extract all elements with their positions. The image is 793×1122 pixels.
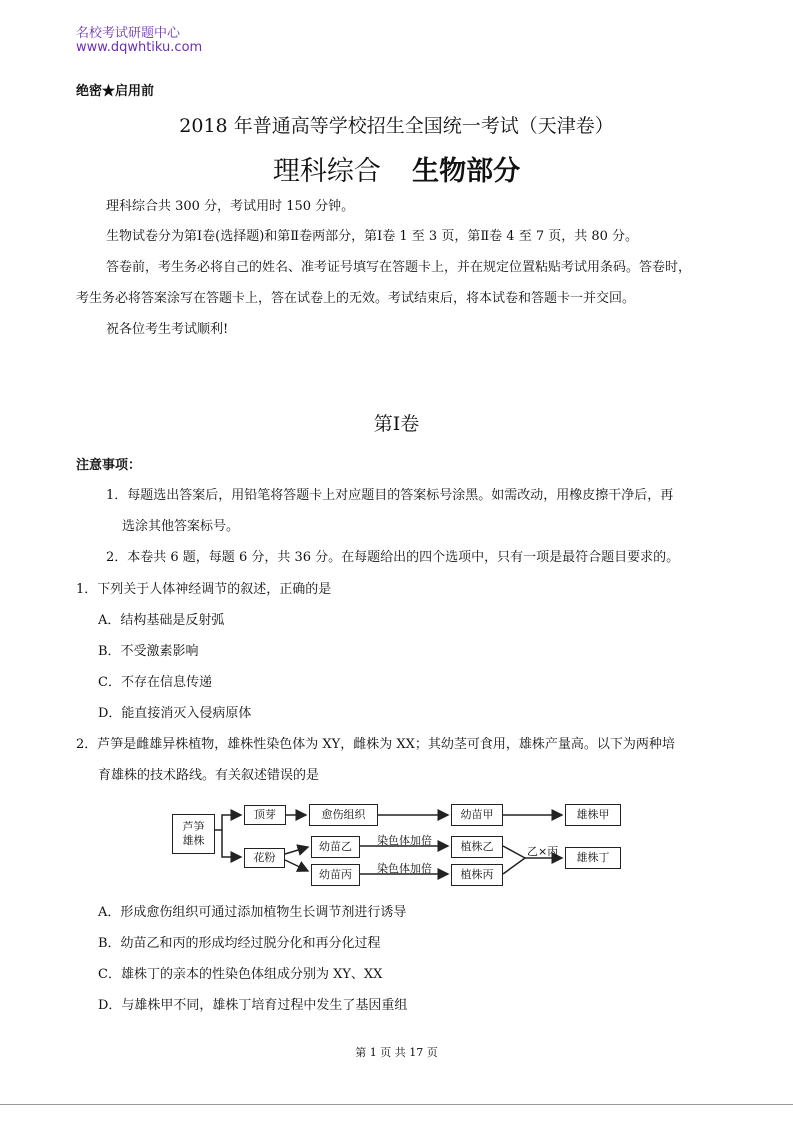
q2-stem-line1: 2．芦笋是雌雄异株植物，雄株性染色体为 XY，雌株为 XX；其幼茎可食用，雄株产量高。以下为两种培	[76, 737, 675, 752]
intro-line: 理科综合共 300 分，考试用时 150 分钟。	[106, 199, 355, 214]
box-plant-bing: 植株丙	[451, 864, 503, 886]
watermark-url: www.dqwhtiku.com	[76, 40, 203, 55]
q2-option-d: D．与雄株甲不同，雄株丁培育过程中发生了基因重组	[98, 998, 408, 1013]
q2-option-c: C．雄株丁的亲本的性染色体组成分别为 XY、XX	[98, 967, 383, 982]
intro-line: 生物试卷分为第Ⅰ卷(选择题)和第Ⅱ卷两部分，第Ⅰ卷 1 至 3 页，第Ⅱ卷 4 至 7 页，共 80 分。	[106, 229, 639, 244]
intro-line: 祝各位考生考试顺利!	[106, 322, 229, 337]
intro-line: 考生务必将答案涂写在答题卡上，答在试卷上的无效。考试结束后，将本试卷和答题卡一并交回。	[76, 291, 636, 306]
notes-heading: 注意事项：	[76, 458, 142, 473]
box-male-ding: 雄株丁	[565, 847, 621, 869]
q1-option-c: C．不存在信息传递	[98, 675, 212, 690]
arrow-pollen-to-seedling-yi	[285, 847, 308, 854]
q1-option-a: A．结构基础是反射弧	[98, 613, 225, 628]
box-pollen: 花粉	[244, 848, 285, 868]
box-seedling-yi: 幼苗乙	[311, 836, 360, 858]
arrow-start-to-pollen	[222, 830, 241, 857]
box-bud: 顶芽	[244, 805, 286, 825]
label-double-1: 染色体加倍	[377, 834, 432, 847]
box-callus: 愈伤组织	[309, 804, 378, 826]
exam-title: 2018 年普通高等学校招生全国统一考试（天津卷）	[179, 115, 614, 137]
q2-stem-line2: 育雄株的技术路线。有关叙述错误的是	[98, 768, 320, 783]
q1-stem: 1．下列关于人体神经调节的叙述，正确的是	[76, 582, 332, 597]
notes-item: 1．每题选出答案后，用铅笔将答题卡上对应题目的答案标号涂黑。如需改动，用橡皮擦干净后，再	[106, 488, 674, 503]
arrow-start-to-bud	[215, 815, 241, 830]
secrecy-label: 绝密★启用前	[76, 84, 155, 99]
watermark-title: 名校考试研题中心	[76, 26, 181, 41]
intro-line: 答卷前，考生务必将自己的姓名、准考证号填写在答题卡上，并在规定位置粘贴考试用条码。答卷时，	[106, 260, 692, 275]
subject-title-bold: 生物部分	[412, 156, 521, 187]
arrow-cross-lines	[503, 846, 525, 874]
notes-item: 2．本卷共 6 题，每题 6 分，共 36 分。在每题给出的四个选项中，只有一项是最符合题目要求的。	[106, 550, 680, 565]
box-seedling-jia: 幼苗甲	[451, 804, 503, 826]
box-start-male: 芦笋 雄株	[172, 814, 215, 854]
subject-title	[0, 156, 793, 188]
q2-option-b: B．幼苗乙和丙的形成均经过脱分化和再分化过程	[98, 936, 381, 951]
q2-option-a: A．形成愈伤组织可通过添加植物生长调节剂进行诱导	[98, 905, 407, 920]
box-seedling-bing: 幼苗丙	[311, 864, 360, 886]
box-male-jia: 雄株甲	[565, 804, 621, 826]
label-double-2: 染色体加倍	[377, 862, 432, 875]
box-plant-yi: 植株乙	[451, 836, 503, 858]
volume-title: 第Ⅰ卷	[373, 413, 420, 435]
subject-title-normal: 理科综合	[272, 156, 381, 187]
page-footer: 第 1 页 共 17 页	[355, 1046, 438, 1059]
arrow-pollen-to-seedling-bing	[285, 860, 308, 871]
notes-item: 选涂其他答案标号。	[122, 519, 240, 534]
label-cross: 乙×丙	[527, 845, 559, 858]
q1-option-d: D．能直接消灭入侵病原体	[98, 706, 252, 721]
q1-option-b: B．不受激素影响	[98, 644, 199, 659]
page-bottom-rule	[0, 1104, 793, 1105]
